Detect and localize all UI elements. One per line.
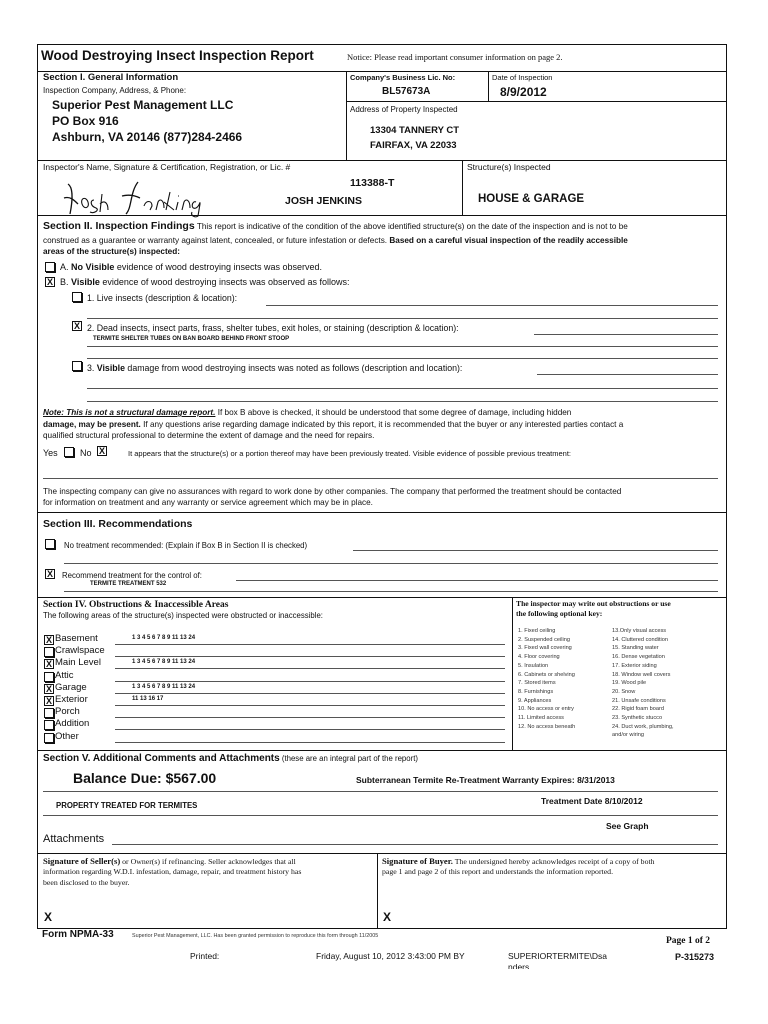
key-item: 2. Suspended ceiling: [518, 636, 570, 643]
section2-heading: Section II. Inspection Findings: [43, 220, 195, 232]
divider: [346, 71, 347, 160]
key-item: 18. Window well covers: [612, 671, 671, 678]
recommend-value: TERMITE TREATMENT 532: [90, 581, 167, 587]
buyer-line2: page 1 and page 2 of this report and understands the information reported.: [382, 867, 614, 876]
note-line3: qualified structural professional to determine the extent of damage and the need for repairs.: [43, 431, 375, 440]
checkbox-yes[interactable]: [64, 447, 74, 457]
seller-line3: been disclosed to the buyer.: [43, 878, 130, 887]
key-item: 14. Cluttered condition: [612, 636, 668, 643]
seller-line2: information regarding W.D.I. infestation, damage, repair, and treatment history has: [43, 867, 302, 876]
note-line1: [43, 408, 571, 417]
key-item: 19. Wood pile: [612, 680, 647, 687]
area-label: Crawlspace: [55, 645, 105, 657]
fill-line: [115, 729, 505, 730]
property-line1: 13304 TANNERY CT: [370, 125, 460, 136]
fill-line: [115, 717, 505, 718]
assurance-line2: for information on treatment and any warranty or service agreement which may be in place.: [43, 498, 373, 507]
form-number: Form NPMA-33: [42, 929, 114, 940]
divider: [512, 597, 513, 750]
option-b2: 2. Dead insects, insect parts, frass, shelter tubes, exit holes, or staining (description & location):: [87, 323, 459, 333]
note-line2-text: If any questions arise regarding damage indicated by this report, it is recommended that the buyer or any interested parties contact a: [140, 420, 624, 429]
date-value: 8/9/2012: [500, 85, 547, 99]
area-label: Other: [55, 730, 79, 742]
key-item: 23. Synthetic stucco: [612, 715, 663, 721]
inspector-signature: [60, 174, 230, 218]
key-title-line2: the following optional key:: [516, 609, 603, 618]
key-title-line1: The inspector may write out obstructions or use: [516, 599, 671, 608]
option-b3: [87, 363, 462, 373]
area-checkbox[interactable]: [44, 672, 54, 682]
option-a-text: evidence of wood destroying insects was observed.: [114, 262, 322, 272]
fill-line: [112, 844, 718, 845]
page-number: Page 1 of 2: [666, 936, 711, 946]
note-bold: Note: This is not a structural damage report.: [43, 408, 216, 417]
checkbox-b1[interactable]: [72, 292, 82, 302]
area-codes: 1 3 4 5 6 7 8 9 11 13 24: [132, 659, 196, 666]
divider: [488, 71, 489, 101]
divider: [37, 853, 727, 854]
section1-heading: Section I. General Information: [43, 72, 179, 83]
checkbox-no-treatment[interactable]: [45, 539, 55, 549]
fill-line: [87, 358, 718, 359]
checkbox-b3[interactable]: [72, 361, 82, 371]
area-checkbox[interactable]: X: [45, 696, 52, 706]
key-item: 9. Appliances: [518, 697, 552, 704]
section2-intro-bold: Based on a careful visual inspection of the readily accessible: [389, 236, 628, 245]
fill-line: [115, 656, 505, 657]
buyer-text: The undersigned hereby acknowledges receipt of a copy of both: [452, 857, 655, 866]
license-label: Company's Business Lic. No:: [350, 73, 456, 82]
key-item: 3. Fixed wall covering: [518, 645, 572, 652]
area-checkbox[interactable]: [44, 708, 54, 718]
no-label: No: [80, 448, 92, 458]
fill-line: [236, 580, 718, 581]
key-item: 13.Only visual access: [612, 628, 667, 634]
area-checkbox[interactable]: X: [45, 659, 52, 670]
company-name: Superior Pest Management LLC: [52, 98, 234, 112]
area-codes: 11 13 16 17: [132, 696, 164, 702]
buyer-x-mark[interactable]: X: [383, 910, 392, 924]
structures-value: HOUSE & GARAGE: [478, 193, 585, 205]
section2-intro-part: construed as a guarantee or warranty against latent, concealed, or future infestation or defects.: [43, 236, 390, 245]
section5-title-line: [43, 753, 418, 765]
key-item: and/or wiring: [612, 732, 645, 739]
buyer-line1: [382, 857, 655, 867]
fill-line: [87, 318, 718, 319]
option-b-text: evidence of wood destroying insects was observed as follows:: [99, 277, 350, 287]
option-b3-num: 3.: [87, 363, 97, 373]
area-checkbox[interactable]: [44, 733, 54, 743]
property-line2: FAIRFAX, VA 22033: [370, 140, 457, 151]
option-b-bold: Visible: [71, 277, 100, 287]
property-treated: PROPERTY TREATED FOR TERMITES: [56, 801, 198, 810]
company-address-line2: Ashburn, VA 20146 (877)284-2466: [52, 130, 243, 144]
recommend-text: Recommend treatment for the control of:: [62, 571, 202, 580]
company-label: Inspection Company, Address, & Phone:: [43, 86, 187, 95]
checkbox-recommend[interactable]: X: [46, 569, 53, 579]
divider: [346, 101, 727, 102]
see-graph: See Graph: [606, 821, 649, 831]
yes-label: Yes: [43, 448, 58, 458]
divider: [37, 215, 727, 216]
key-item: 6. Cabinets or shelving: [518, 671, 575, 678]
key-item: 22. Rigid foam board: [612, 706, 664, 713]
checkbox-b[interactable]: X: [46, 277, 53, 287]
key-item: 11. Limited access: [518, 715, 564, 721]
license-value: BL57673A: [382, 86, 431, 97]
fill-line: [115, 693, 505, 694]
seller-line1: [43, 857, 296, 867]
fill-line: [115, 705, 505, 706]
option-a-letter: A.: [60, 262, 72, 272]
note-line2: [43, 420, 623, 429]
area-checkbox[interactable]: X: [45, 683, 52, 694]
date-label: Date of Inspection: [492, 73, 553, 82]
option-b1: 1. Live insects (description & location):: [87, 293, 238, 303]
divider: [37, 597, 727, 598]
section2-intro-line1: [43, 220, 628, 232]
option-b: [60, 277, 350, 287]
key-item: 1. Fixed ceiling: [518, 628, 556, 634]
key-item: 4. Floor covering: [518, 654, 560, 661]
section2-intro: This report is indicative of the condition of the above identified structure(s) on the date of the inspection and is not to be: [194, 222, 628, 231]
area-label: Garage: [55, 681, 87, 693]
key-item: 5. Insulation: [518, 662, 549, 669]
section2-intro-line3: areas of the structure(s) inspected:: [43, 247, 180, 256]
structures-label: Structure(s) Inspected: [467, 162, 551, 172]
seller-x-mark[interactable]: X: [44, 910, 53, 924]
printed-by: SUPERIORTERMITE\Dsa: [508, 951, 608, 961]
fill-line: [87, 401, 718, 402]
inspector-name: JOSH JENKINS: [285, 195, 363, 207]
area-checkbox[interactable]: X: [45, 635, 52, 645]
divider: [377, 853, 378, 929]
fill-line: [115, 668, 505, 669]
option-b-letter: B.: [60, 277, 72, 287]
key-item: 24. Duct work, plumbing,: [612, 723, 674, 730]
fill-line: [115, 681, 505, 682]
area-codes: 1 3 4 5 6 7 8 9 11 13 24: [132, 683, 196, 690]
key-item: 20. Snow: [612, 688, 636, 695]
fill-line: [534, 334, 718, 335]
printed-by-continued: nders: [508, 963, 530, 969]
no-treatment-text: No treatment recommended: (Explain if Box B in Section II is checked): [64, 541, 308, 550]
area-label: Main Level: [55, 657, 101, 669]
fill-line: [115, 742, 505, 743]
fill-line: [43, 478, 718, 479]
key-item: 21. Unsafe conditions: [612, 697, 666, 704]
inspector-license: 113388-T: [350, 177, 395, 189]
fill-line: [537, 374, 718, 375]
divider: [462, 160, 463, 215]
note-text: If box B above is checked, it should be understood that some degree of damage, including hidden: [215, 408, 572, 417]
fill-line: [43, 791, 718, 792]
key-item: 16. Dense vegetation: [612, 654, 665, 661]
fill-line: [266, 305, 718, 306]
option-b3-text: damage from wood destroying insects was noted as follows (description and location):: [124, 363, 463, 373]
divider: [37, 750, 727, 751]
company-address-line1: PO Box 916: [52, 114, 119, 128]
note-line2-bold: damage, may be present.: [43, 420, 141, 429]
inspector-label: Inspector's Name, Signature & Certification, Registration, or Lic. #: [43, 162, 291, 172]
section5-heading-note: (these are an integral part of the report): [279, 754, 418, 763]
key-item: 17. Exterior siding: [612, 662, 657, 669]
report-number: P-315273: [675, 952, 715, 962]
section4-subheading: The following areas of the structure(s) inspected were obstructed or inaccessible:: [43, 611, 323, 620]
treated-text: It appears that the structure(s) or a portion thereof may have been previously treated. Visible evidence of possible previous treatment:: [128, 449, 572, 458]
fill-line: [115, 644, 505, 645]
fill-line: [353, 550, 718, 551]
fill-line: [43, 815, 718, 816]
fill-line: [87, 388, 718, 389]
checkbox-b2[interactable]: X: [73, 321, 80, 331]
key-item: 12. No access beneath: [518, 723, 576, 730]
area-checkbox[interactable]: [44, 720, 54, 730]
assurance-line1: The inspecting company can give no assurances with regard to work done by other companies. The company that performed the treatment should be contacted: [43, 487, 622, 496]
section4-heading: Section IV. Obstructions & Inaccessible Areas: [43, 600, 229, 610]
divider: [37, 160, 727, 161]
area-codes: 1 3 4 5 6 7 8 9 11 13 24: [132, 635, 196, 641]
divider: [37, 512, 727, 513]
checkbox-no[interactable]: X: [98, 446, 105, 456]
key-item: 10. No access or entry: [518, 706, 574, 713]
area-label: Addition: [55, 718, 90, 730]
seller-text: or Owner(s) if refinancing. Seller acknowledges that all: [120, 857, 296, 866]
area-label: Basement: [55, 633, 98, 644]
fill-line: [64, 563, 718, 564]
printed-label: Printed:: [190, 951, 220, 961]
report-title: Wood Destroying Insect Inspection Report: [41, 48, 314, 63]
option-a: [60, 262, 322, 272]
property-label: Address of Property Inspected: [350, 105, 458, 114]
option-a-bold: No Visible: [71, 262, 115, 272]
option-b2-value: TERMITE SHELTER TUBES ON BAN BOARD BEHIND FRONT STOOP: [93, 336, 290, 342]
key-item: 8. Furnishings: [518, 688, 554, 695]
area-label: Exterior: [55, 694, 88, 705]
area-label: Porch: [55, 706, 80, 718]
key-item: 15. Standing water: [612, 645, 659, 652]
treatment-date: Treatment Date 8/10/2012: [541, 796, 643, 806]
fill-line: [64, 591, 718, 592]
balance-due: Balance Due: $567.00: [73, 770, 217, 786]
attachments-label: Attachments: [43, 833, 105, 845]
section2-intro-line2: [43, 236, 628, 245]
fill-line: [87, 346, 718, 347]
seller-bold: Signature of Seller(s): [43, 856, 121, 866]
permission-text: Superior Pest Management, LLC. Has been granted permission to reproduce this form through 11/2005: [132, 933, 379, 939]
printed-value: Friday, August 10, 2012 3:43:00 PM BY: [316, 951, 465, 961]
section3-heading: Section III. Recommendations: [43, 518, 193, 530]
key-item: 7. Stored items: [518, 680, 556, 687]
area-label: Attic: [55, 669, 74, 681]
area-checkbox[interactable]: [44, 647, 54, 657]
buyer-bold: Signature of Buyer.: [382, 856, 453, 866]
checkbox-a[interactable]: [45, 262, 55, 272]
option-b3-bold: Visible: [96, 363, 125, 373]
section5-heading: Section V. Additional Comments and Attachments: [43, 753, 280, 764]
notice-text: Notice: Please read important consumer information on page 2.: [347, 52, 563, 62]
warranty-expires: Subterranean Termite Re-Treatment Warranty Expires: 8/31/2013: [356, 775, 615, 785]
